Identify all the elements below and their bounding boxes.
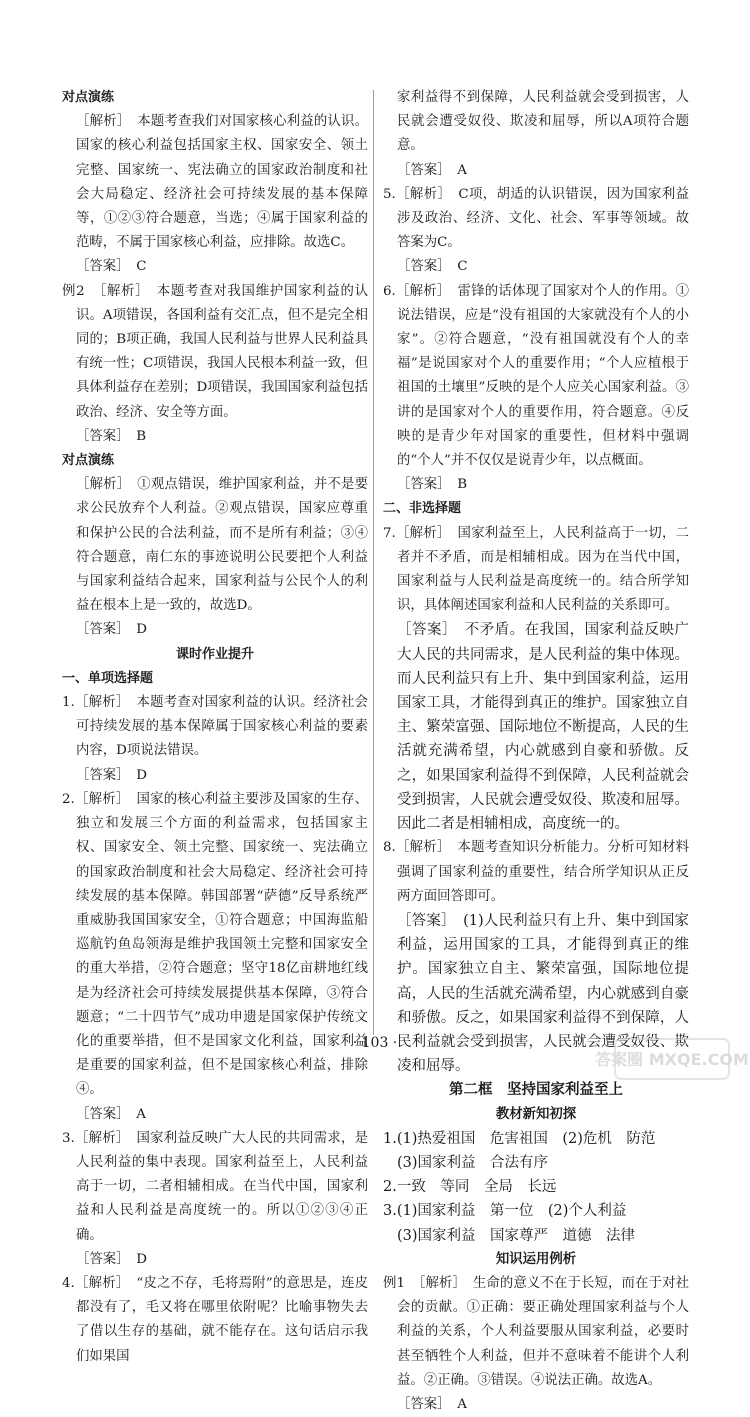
right-column-paragraph: 3.(1)国家利益 第一位 (2)个人利益 <box>383 1203 627 1220</box>
right-column-paragraph: 7.［解析］ 国家利益至上，人民利益高于一切，二者并不矛盾，而是相辅相成。因为在当代中国，国家利益与人民利益是高度统一的。结合所学知识，具体阐述国家利益和人民利益的关系即可。 <box>383 525 689 614</box>
right-column-paragraph: 5.［解析］ C项，胡适的认识错误，因为国家利益涉及政治、经济、文化、社会、军事等领域。故答案为C。 <box>383 186 689 251</box>
left-column-paragraph: 4.［解析］ “皮之不存，毛将焉附”的意思是，连皮都没有了，毛又将在哪里依附呢？比喻事物失去了借以生存的基础，就不能存在。这句话启示我们如果国 <box>62 1275 368 1364</box>
left-column-paragraph: 2.［解析］ 国家的核心利益主要涉及国家的生存、独立和发展三个方面的利益需求，包括国家主权、国家安全、领土完整、国家统一、宪法确立的国家政治制度和社会大局稳定、经济社会可持续发展的基本保障。韩国部署“萨德”反导系统严重威胁我国国家安全，①符合题意；中国海监船巡航钓鱼岛领海是维护我国领土完整和国家安全的重大举措，②符合题意；坚守18亿亩耕地红线是为经济社会可持续发展提供基本保障，③符合题意；“二十四节气”成功申遗是国家保护传统文化的重要举措，但不是国家文化利益，国家利益是重要的国家利益，但不是国家核心利益，排除④。 <box>62 791 368 1098</box>
right-column-paragraph: 教材新知初探 <box>495 1106 577 1122</box>
right-column-paragraph: ［答案］ A <box>397 162 467 178</box>
right-column-paragraph: (3)国家利益 国家尊严 道德 法律 <box>397 1227 636 1244</box>
page-number: · 103 · <box>352 1035 398 1051</box>
right-column-paragraph: ［答案］ B <box>397 477 468 493</box>
left-column-paragraph: ［答案］ B <box>76 428 147 444</box>
right-column-paragraph: ［答案］ A <box>397 1396 467 1412</box>
watermark-text: 答案圈 MXQE.COM <box>595 1050 749 1069</box>
watermark-logo <box>595 1036 749 1082</box>
right-column-paragraph: 2.一致 等同 全局 长远 <box>383 1179 557 1196</box>
left-column-paragraph: 1.［解析］ 本题考查对国家利益的认识。经济社会可持续发展的基本保障属于国家核心利益的要素内容，D项说法错误。 <box>62 695 368 759</box>
left-column <box>62 86 368 1369</box>
right-column-paragraph: 例1 ［解析］ 生命的意义不在于长短，而在于对社会的贡献。①正确：要正确处理国家利益与个人利益的关系，个人利益要服从国家利益，必要时甚至牺牲个人利益，但并不意味着不能讲个人利益。②正确。③错误。④说法正确。故选A。 <box>383 1275 689 1388</box>
right-column-paragraph: 1.(1)热爱祖国 危害祖国 (2)危机 防范 <box>383 1130 656 1147</box>
right-column-paragraph: 家利益得不到保障，人民利益就会受到损害，人民就会遭受奴役、欺凌和屈辱，所以A项符合题意。 <box>397 90 689 154</box>
left-column-paragraph: 一、单项选择题 <box>62 670 154 686</box>
left-column-paragraph: ［答案］ C <box>76 259 147 275</box>
right-column-paragraph: ［答案］ 不矛盾。在我国，国家利益反映广大人民的共同需求，是人民利益的集中体现。而人民利益只有上升、集中到国家利益，运用国家工具，才能得到真正的维护。国家独立自主、繁荣富强、国际地位不断提高，人民的生活就充满希望，内心就感到自豪和骄傲。反之，如果国家利益得不到保障，人民利益就会受到损害，人民就会遭受奴役、欺凌和屈辱。因此二者是相辅相成，高度统一的。 <box>397 622 689 833</box>
left-column-paragraph: 对点演练 <box>62 90 115 105</box>
left-column-paragraph: ［解析］ ①观点错误，维护国家利益，并不是要求公民放弃个人利益。②观点错误，国家应尊重和保护公民的合法利益，而不是所有利益；③④符合题意，南仁东的事迹说明公民要把个人利益与国家利益结合起来，国家利益与公民个人的利益在根本上是一致的，故选D。 <box>76 477 368 614</box>
right-column <box>383 86 689 1417</box>
right-column-paragraph: 知识运用例析 <box>495 1251 577 1267</box>
right-column-paragraph: ［答案］ (1)人民利益只有上升、集中到国家利益，运用国家的工具，才能得到真正的维护。国家独立自主、繁荣富强，国际地位提高，人民的生活就充满希望，内心就感到自豪和骄傲。反之，如果国家利益得不到保障，人民利益就会受到损害，人民就会遭受奴役、欺凌和屈辱。 <box>397 912 689 1075</box>
left-column-paragraph: ［答案］ A <box>76 1106 146 1122</box>
left-column-paragraph: 课时作业提升 <box>175 646 254 662</box>
right-column-paragraph: 6.［解析］ 雷锋的话体现了国家对个人的作用。①说法错误，应是“没有祖国的大家就没有个人的小家”。②符合题意，“没有祖国就没有个人的幸福”是说国家对个人的重要作用；“个人应植根于祖国的土壤里”反映的是个人应关心国家利益。③讲的是国家对个人的重要作用，符合题意。④反映的是青少年对国家的重要性，但材料中强调的“个人”并不仅仅是说青少年，以点概面。 <box>383 283 689 469</box>
left-column-paragraph: ［答案］ D <box>76 767 147 783</box>
left-column-paragraph: ［答案］ D <box>76 1251 147 1267</box>
left-column-paragraph: ［答案］ D <box>76 622 147 638</box>
left-column-paragraph: 例2 ［解析］ 本题考查对我国维护国家利益的认识。A项错误，各国利益有交汇点，但不是完全相同的；B项正确，我国人民利益与世界人民利益具有统一性；C项错误，我国人民根本利益一致，但具体利益存在差别；D项错误，我国国家利益包括政治、经济、安全等方面。 <box>62 283 368 420</box>
right-column-paragraph: (3)国家利益 合法有序 <box>397 1154 549 1171</box>
left-column-paragraph: 对点演练 <box>62 453 115 469</box>
column-divider <box>373 90 374 1035</box>
left-column-paragraph: ［解析］ 本题考查我们对国家核心利益的认识。国家的核心利益包括国家主权、国家安全、领土完整、国家统一、宪法确立的国家政治制度和社会大局稳定、经济社会可持续发展的基本保障等，①②③符合题意，当选；④属于国家利益的范畴，不属于国家核心利益，应排除。故选C。 <box>76 114 368 251</box>
right-column-paragraph: 二、非选择题 <box>383 501 462 517</box>
right-column-paragraph: 第二框 坚持国家利益至上 <box>449 1082 623 1099</box>
right-column-paragraph: 8.［解析］ 本题考查知识分析能力。分析可知材料强调了国家利益的重要性，结合所学知识从正反两方面回答即可。 <box>383 840 689 904</box>
left-column-paragraph: 3.［解析］ 国家利益反映广大人民的共同需求，是人民利益的集中表现。国家利益至上，人民利益高于一切，二者相辅相成。在当代中国，国家利益和人民利益是高度统一的。所以①②③④正确。 <box>62 1130 368 1243</box>
right-column-paragraph: ［答案］ C <box>397 259 468 275</box>
